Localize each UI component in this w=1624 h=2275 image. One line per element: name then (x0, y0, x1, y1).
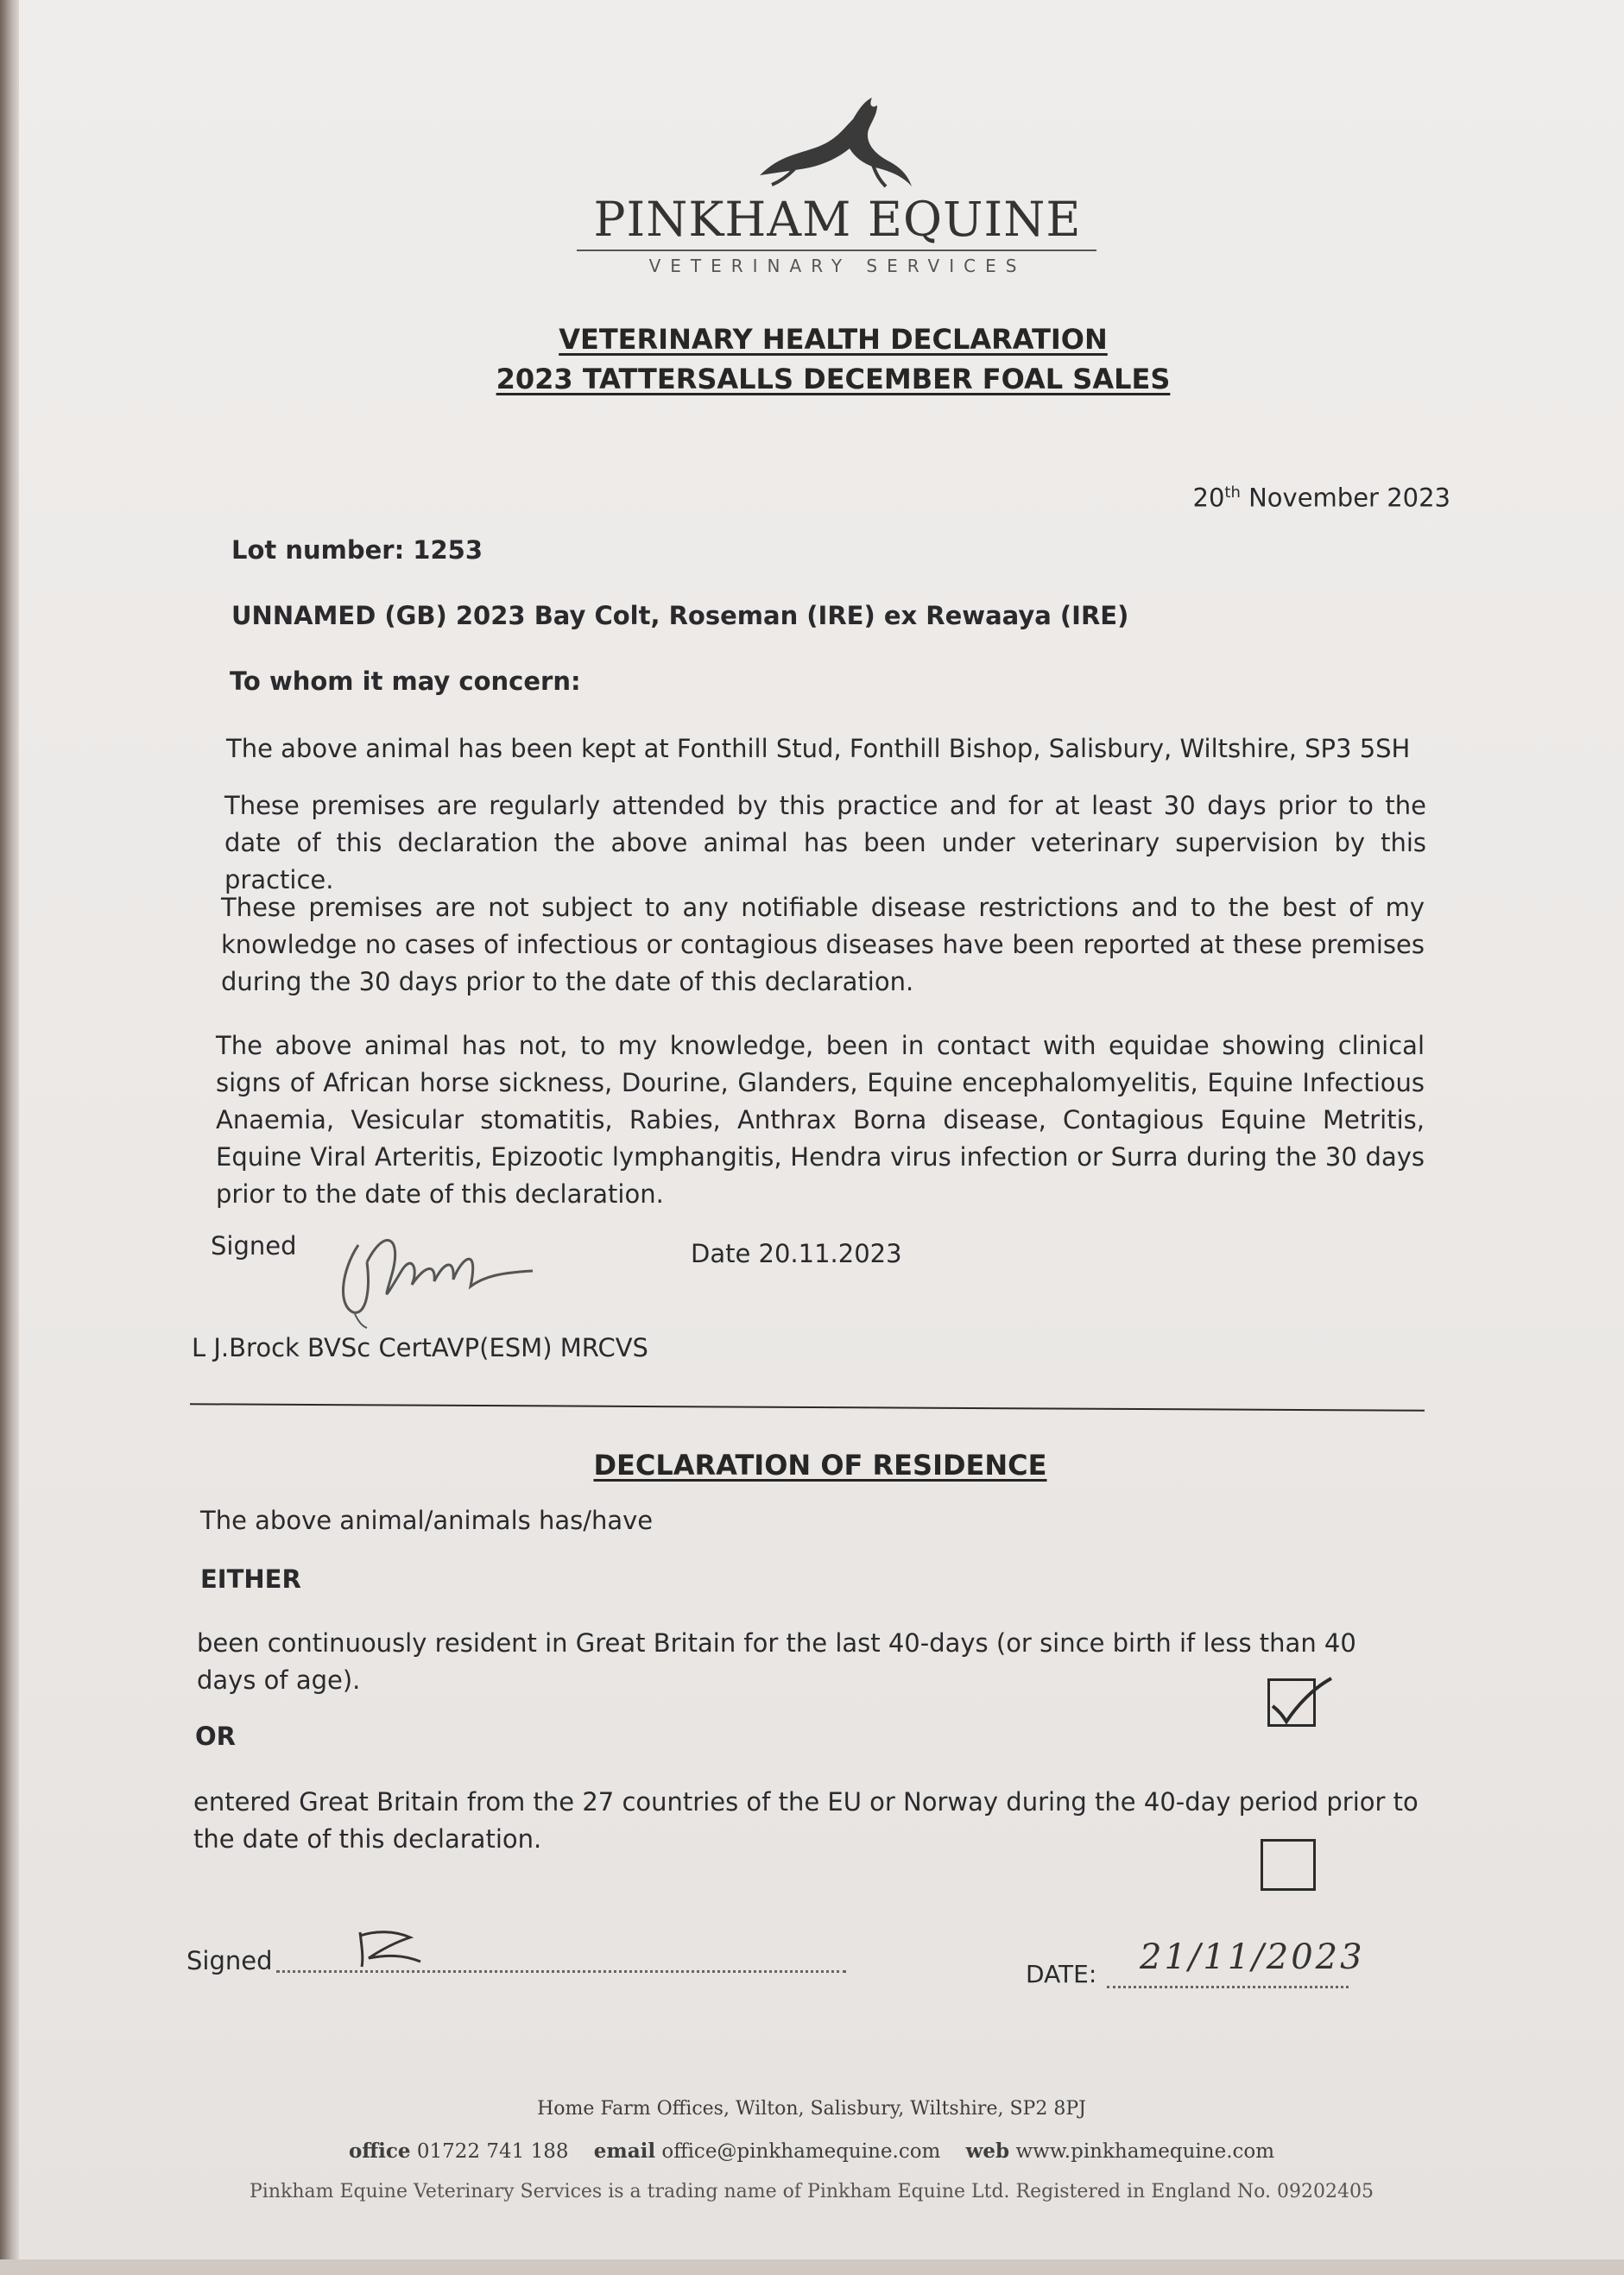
owner-signature-scribble (350, 1924, 436, 1975)
email-label: email (593, 2139, 656, 2163)
office-phone: 01722 741 188 (416, 2140, 569, 2163)
brand-subtitle: VETERINARY SERVICES (648, 256, 1027, 276)
photo-bottom-edge (0, 2259, 1624, 2275)
paragraph-supervision: These premises are regularly attended by this practice and for at least 30 days prior to the date of this declaration the above animal has been under veterinary supervision by this practice. (224, 791, 1426, 894)
footer-address: Home Farm Offices, Wilton, Salisbury, Wiltshire, SP2 8PJ (537, 2098, 1086, 2120)
issue-date: 20th November 2023 (1192, 483, 1450, 513)
animal-description: UNNAMED (GB) 2023 Bay Colt, Roseman (IRE) ex Rewaaya (IRE) (231, 601, 1129, 630)
either-label: EITHER (200, 1564, 301, 1594)
brand-name: PINKHAM EQUINE (593, 192, 1082, 247)
option-resident-text: been continuously resident in Great Britain for the last 40-days (or since birth if less than 40 days of age). (197, 1628, 1356, 1695)
footer-contact (285, 2139, 1338, 2163)
paragraph-premises: The above animal has been kept at Fonthill Stud, Fonthill Bishop, Salisbury, Wiltshire, SP3 5SH (226, 734, 1411, 763)
residence-heading: DECLARATION OF RESIDENCE (593, 1449, 1047, 1482)
office-label: office (348, 2139, 411, 2163)
residence-intro: The above animal/animals has/have (200, 1506, 654, 1535)
web-address: www.pinkhamequine.com (1015, 2140, 1275, 2163)
vet-signature-scribble (332, 1219, 548, 1331)
option-entered-checkbox[interactable] (1261, 1839, 1316, 1891)
option-entered-text: entered Great Britain from the 27 countries of the EU or Norway during the 40-day period prior to the date of this declaration. (193, 1787, 1419, 1854)
horse-logo-icon (742, 93, 932, 197)
paragraph-contact: The above animal has not, to my knowledge, been in contact with equidae showing clinical signs of African horse sickness, Dourine, Glanders, Equine encephalomyelitis, Equine Infectious Anaemia, Vesicular stomatitis, Rabies, Anthrax Borna disease, Contagious Equine Metritis, Equine Viral Arteritis, Epizootic lymphangitis, Hendra virus infection or Surra during the 30 days prior to the date of this declaration. (216, 1031, 1425, 1209)
web-label: web (965, 2139, 1010, 2163)
checkmark-icon (1262, 1671, 1340, 1732)
vet-signed-label: Signed (211, 1231, 297, 1261)
owner-date-value: 21/11/2023 (1140, 1937, 1365, 1977)
paper-edge (0, 0, 19, 2275)
document-subtitle: 2023 TATTERSALLS DECEMBER FOAL SALES (496, 363, 1171, 395)
email-address: office@pinkhamequine.com (661, 2140, 941, 2163)
paragraph-restrictions: These premises are not subject to any notifiable disease restrictions and to the best of my knowledge no cases of infectious or contagious diseases have been reported at these premises during the 30 days prior to the date of this declaration. (221, 893, 1425, 996)
vet-signature-date: Date 20.11.2023 (691, 1239, 902, 1268)
salutation: To whom it may concern: (230, 667, 581, 696)
owner-signed-label: Signed (186, 1946, 273, 1975)
lot-number: Lot number: 1253 (231, 535, 483, 565)
footer-legal: Pinkham Equine Veterinary Services is a trading name of Pinkham Equine Ltd. Registered in England No. 09202405 (249, 2181, 1374, 2202)
owner-date-label: DATE: (1026, 1960, 1097, 1988)
document-title: VETERINARY HEALTH DECLARATION (559, 323, 1108, 356)
owner-date-line (1107, 1986, 1349, 1988)
brand-divider (577, 250, 1096, 251)
vet-name-credentials: L J.Brock BVSc CertAVP(ESM) MRCVS (192, 1333, 648, 1362)
or-label: OR (195, 1722, 236, 1751)
